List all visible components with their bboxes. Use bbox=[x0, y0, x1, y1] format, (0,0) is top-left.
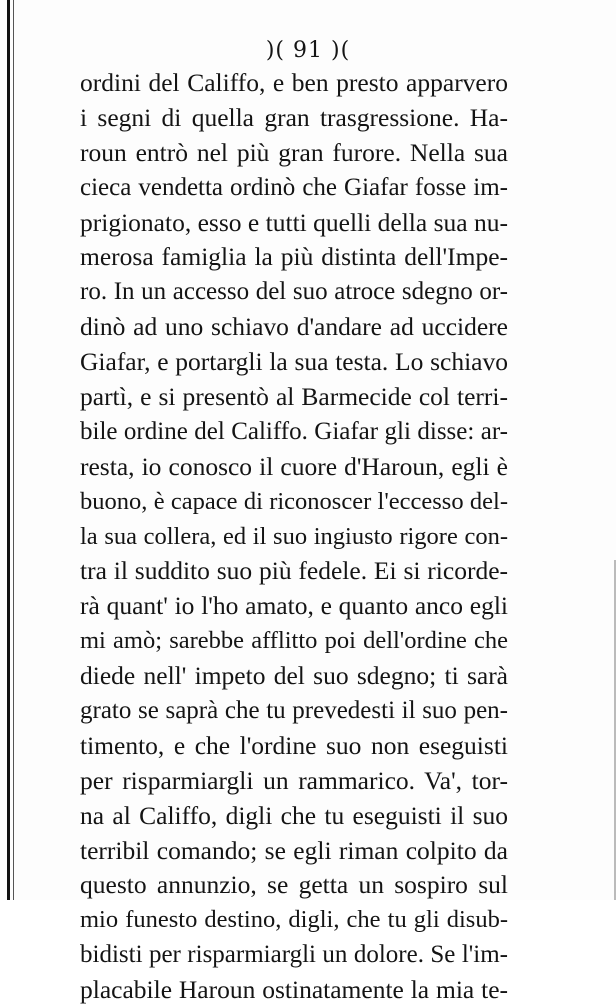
text-line: terribil comando; se egli riman colpito da bbox=[80, 835, 508, 865]
text-line: Giafar, e portargli la sua testa. Lo schiavo bbox=[80, 347, 508, 377]
text-line: tra il suddito suo più fedele. Ei si ricorde- bbox=[80, 556, 508, 586]
body-text bbox=[80, 66, 508, 1008]
text-line: ordini del Califfo, e ben presto apparvero bbox=[80, 68, 508, 97]
text-line: na al Califfo, digli che tu eseguisti il suo bbox=[80, 800, 508, 830]
text-line: per risparmiargli un rammarico. Va', tor- bbox=[80, 765, 508, 795]
text-line: mio funesto destino, digli, che tu gli disub- bbox=[80, 906, 508, 934]
text-line: mi amò; sarebbe afflitto poi dell'ordine che bbox=[80, 627, 508, 655]
text-line: placabile Haroun ostinatamente la mia te- bbox=[80, 975, 508, 1005]
text-line: bile ordine del Califfo. Giafar gli disse: ar- bbox=[80, 417, 508, 445]
text-line: rà quant' io l'ho amato, e quanto anco egli bbox=[80, 591, 508, 621]
text-line: cieca vendetta ordinò che Giafar fosse im- bbox=[80, 173, 508, 201]
text-line: resta, io conosco il cuore d'Haroun, egli è bbox=[80, 451, 508, 481]
text-line: buono, è capace di riconoscer l'eccesso del- bbox=[80, 487, 508, 515]
text-line: timento, e che l'ordine suo non eseguisti bbox=[80, 730, 508, 760]
text-line: diede nell' impeto del suo sdegno; ti sarà bbox=[80, 661, 508, 691]
page-number: )( 91 )( bbox=[265, 38, 351, 63]
text-line: prigionato, esso e tutti quelli della sua nu- bbox=[80, 207, 508, 237]
page-edge-rule bbox=[7, 0, 10, 900]
text-line: bidisti per risparmiargli un dolore. Se l'im- bbox=[80, 941, 508, 969]
text-line: grato se saprà che tu prevedesti il suo pen- bbox=[80, 697, 508, 725]
text-line: dinò ad uno schiavo d'andare ad uccidere bbox=[80, 312, 508, 342]
text-line: i segni di quella gran trasgressione. Ha- bbox=[80, 102, 508, 132]
text-line: questo annunzio, se getta un sospiro sul bbox=[80, 870, 508, 900]
text-line: roun entrò nel più gran furore. Nella sua bbox=[80, 137, 508, 167]
text-line: ro. In un accesso del suo atroce sdegno or- bbox=[80, 278, 508, 306]
text-line: partì, e si presentò al Barmecide col terri- bbox=[80, 382, 508, 412]
text-line: merosa famiglia la più distinta dell'Impe- bbox=[80, 242, 508, 272]
text-line: la sua collera, ed il suo ingiusto rigore con- bbox=[80, 522, 508, 550]
page-edge-rule-thin bbox=[13, 0, 14, 900]
